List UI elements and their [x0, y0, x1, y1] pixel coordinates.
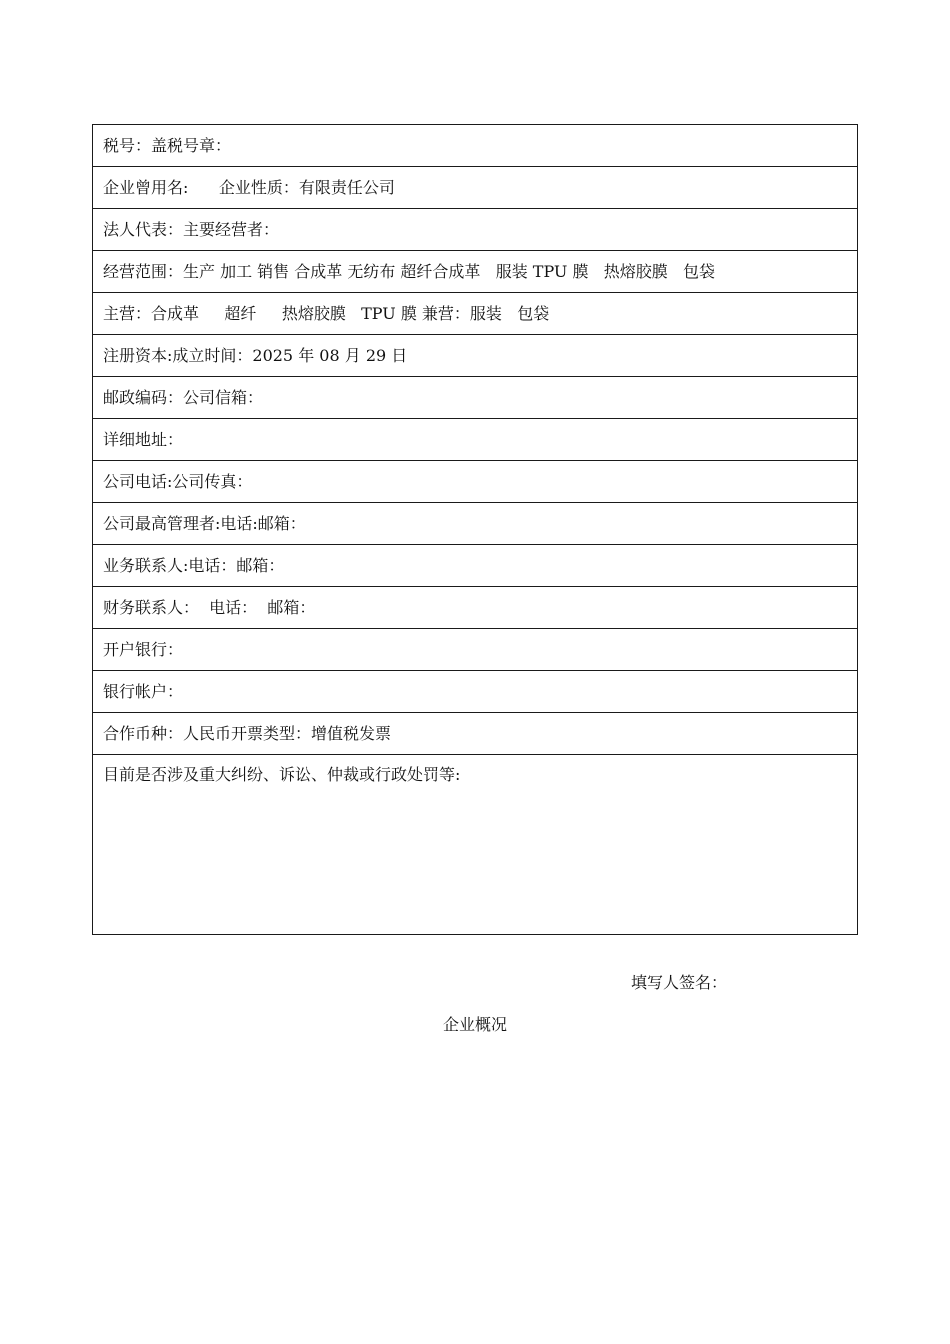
row-postal-code	[93, 377, 858, 419]
row-business-contact	[93, 545, 858, 587]
enterprise-info-form	[92, 124, 858, 935]
row-currency-invoice	[93, 713, 858, 755]
row-legal-rep	[93, 209, 858, 251]
former-name-field[interactable]: 企业曾用名: 企业性质：有限责任公司	[93, 167, 858, 209]
bank-account-field[interactable]: 银行帐户：	[93, 671, 858, 713]
currency-invoice-field[interactable]: 合作币种：人民币开票类型：增值税发票	[93, 713, 858, 755]
row-phone-fax	[93, 461, 858, 503]
business-contact-field[interactable]: 业务联系人:电话：邮箱：	[93, 545, 858, 587]
tax-id-field[interactable]: 税号：盖税号章：	[93, 125, 858, 167]
row-bank	[93, 629, 858, 671]
disputes-field[interactable]: 目前是否涉及重大纠纷、诉讼、仲裁或行政处罚等:	[93, 755, 858, 935]
row-registered-capital	[93, 335, 858, 377]
registered-capital-field[interactable]: 注册资本:成立时间：2025 年 08 月 29 日	[93, 335, 858, 377]
top-manager-field[interactable]: 公司最高管理者:电话:邮箱：	[93, 503, 858, 545]
footer-title-container	[0, 1012, 950, 1035]
signature-label: 填写人签名：	[631, 973, 728, 992]
main-business-field[interactable]: 主营：合成革 超纤 热熔胶膜 TPU 膜 兼营：服装 包袋	[93, 293, 858, 335]
row-address	[93, 419, 858, 461]
address-field[interactable]: 详细地址：	[93, 419, 858, 461]
row-disputes	[93, 755, 858, 935]
business-scope-field[interactable]: 经营范围：生产 加工 销售 合成革 无纺布 超纤合成革 服装 TPU 膜 热熔胶膜 包袋	[93, 251, 858, 293]
row-bank-account	[93, 671, 858, 713]
row-main-business	[93, 293, 858, 335]
postal-code-field[interactable]: 邮政编码：公司信箱：	[93, 377, 858, 419]
finance-contact-field[interactable]: 财务联系人： 电话： 邮箱：	[93, 587, 858, 629]
row-business-scope	[93, 251, 858, 293]
row-tax-id	[93, 125, 858, 167]
footer-title: 企业概况	[442, 1015, 507, 1034]
row-finance-contact	[93, 587, 858, 629]
row-top-manager	[93, 503, 858, 545]
legal-rep-field[interactable]: 法人代表：主要经营者：	[93, 209, 858, 251]
phone-fax-field[interactable]: 公司电话:公司传真：	[93, 461, 858, 503]
bank-field[interactable]: 开户银行：	[93, 629, 858, 671]
row-former-name	[93, 167, 858, 209]
